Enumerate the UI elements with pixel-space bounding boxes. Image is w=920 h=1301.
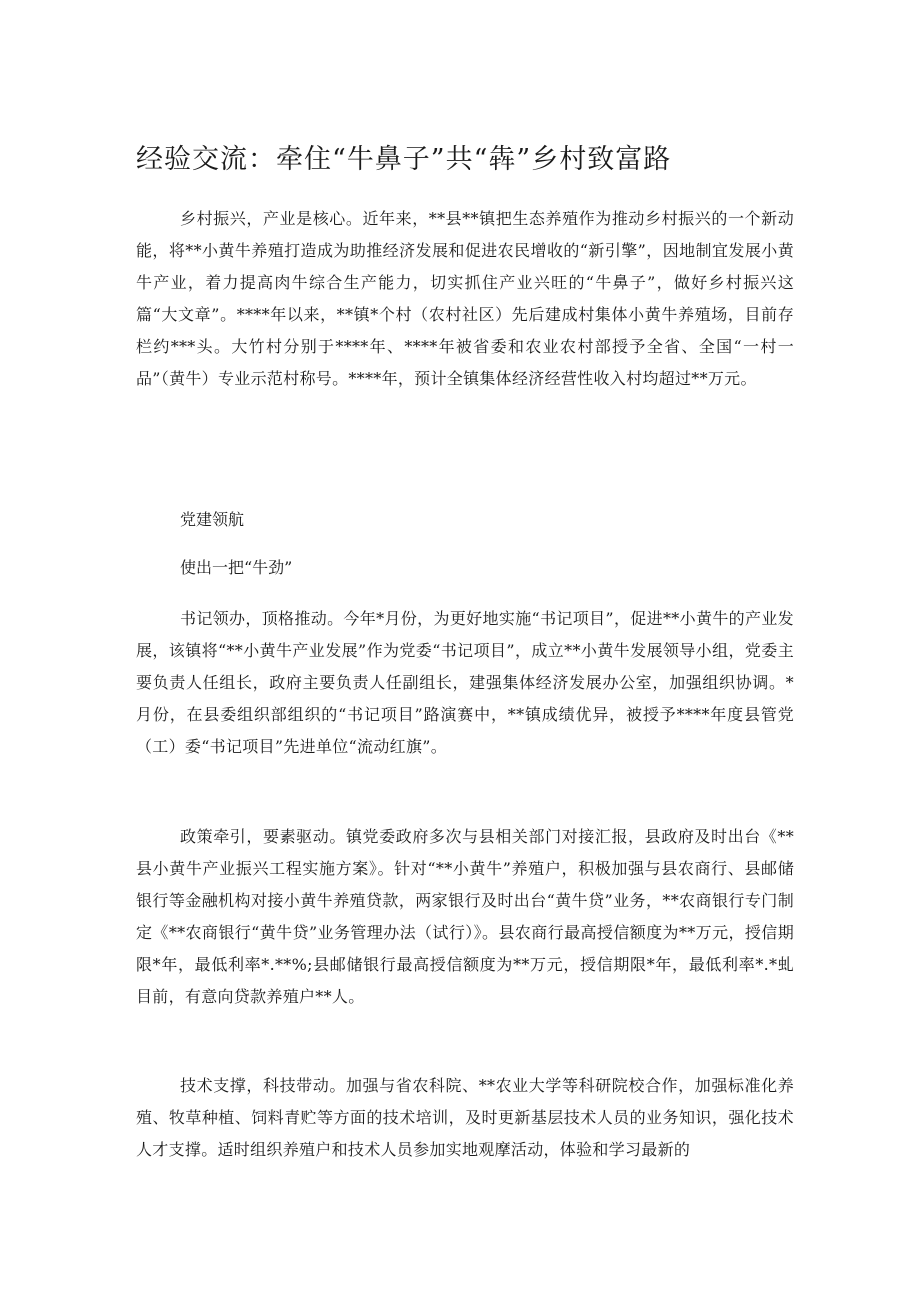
secretary-paragraph: 书记领办，顶格推动。今年*月份，为更好地实施“书记项目”，促进**小黄牛的产业发展，该镇将“**小黄牛产业发展”作为党委“书记项目”，成立**小黄牛发展领导小组，党委主要负责人任组长，政府主要负责人任副组长，建强集体经济发展办公室，加强组织协调。*月份，在县委组织部组织的“书记项目”路演赛中，**镇成绩优异，被授予****年度县管党（工）委“书记项目”先进单位“流动红旗”。: [136, 609, 794, 756]
policy-paragraph: 政策牵引，要素驱动。镇党委政府多次与县相关部门对接汇报，县政府及时出台《**县小黄牛产业振兴工程实施方案》。针对“**小黄牛”养殖户，积极加强与县农商行、县邮储银行等金融机构对接小黄牛养殖贷款，两家银行及时出台“黄牛贷”业务，**农商银行专门制定《**农商银行“黄牛贷”业务管理办法（试行）》。县农商行最高授信额度为**万元，授信期限*年，最低利率*.**%;县邮储银行最高授信额度为**万元，授信期限*年，最低利率*.*虬目前，有意向贷款养殖户**人。: [136, 827, 794, 1006]
sub-heading: 使出一把“牛劲”: [180, 558, 293, 577]
tech-paragraph: 技术支撑，科技带动。加强与省农科院、**农业大学等科研院校合作，加强标准化养殖、牧草种植、饲料青贮等方面的技术培训，及时更新基层技术人员的业务知识，强化技术人才支撑。适时组织养殖户和技术人员参加实地观摩活动，体验和学习最新的: [136, 1076, 794, 1159]
intro-paragraph: 乡村振兴，产业是核心。近年来，**县**镇把生态养殖作为推动乡村振兴的一个新动能，将**小黄牛养殖打造成为助推经济发展和促进农民增收的“新引擎”，因地制宜发展小黄牛产业，着力提高肉牛综合生产能力，切实抓住产业兴旺的“牛鼻子”，做好乡村振兴这篇“大文章”。****年以来，**镇*个村（农村社区）先后建成村集体小黄牛养殖场，目前存栏约***头。大竹村分别于****年、****年被省委和农业农村部授予全省、全国“一村一品”（黄牛）专业示范村称号。****年，预计全镇集体经济经营性收入村均超过**万元。: [136, 209, 794, 388]
section-heading: 党建领航: [180, 510, 245, 529]
document-title: 经验交流：牵住“牛鼻子”共“犇”乡村致富路: [136, 144, 672, 175]
